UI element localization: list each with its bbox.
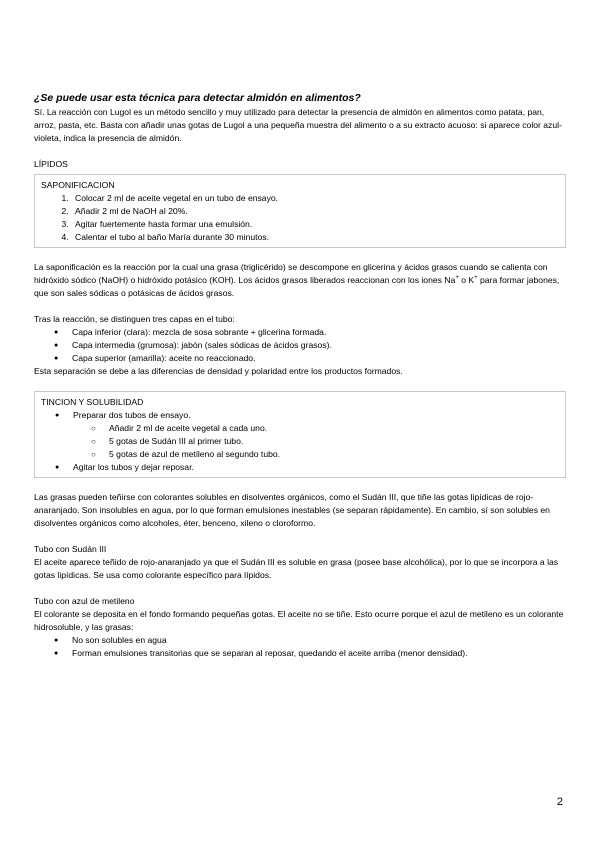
sudan-subtitle: Tubo con Sudán III xyxy=(34,544,107,554)
superscript: + xyxy=(455,275,459,282)
grasas-paragraph: Las grasas pueden teñirse con colorantes solubles en disolventes orgánicos, como el Sudán III, que tiñe las gotas lipídicas de rojo-anaranjado. Son insolubles en agua, por lo que forman emulsiones inestables (se separan rápidamente). En cambio, sí son solubles en disolventes orgánicos como alcoholes, éter, benceno, xileno o cloroformo. xyxy=(34,492,550,528)
capas-intro: Tras la reacción, se distinguen tres capas en el tubo: xyxy=(34,314,235,324)
saponificacion-steps xyxy=(41,192,559,244)
question-heading: ¿Se puede usar esta técnica para detectar almidón en alimentos? xyxy=(34,92,361,104)
text-part: o K xyxy=(458,275,475,285)
step-item: 4. Calentar el tubo al baño María durante 30 minutos. xyxy=(71,231,559,244)
step-item: 2. Añadir 2 ml de NaOH al 20%. xyxy=(71,205,559,218)
question-answer: Sí. La reacción con Lugol es un método sencillo y muy utilizado para detectar la presencia de almidón en alimentos como patata, pan, arroz, pasta, etc. Basta con añadir unas gotas de Lugol a una pequeña muestra del alimento o a su extracto acuoso: si aparece color azul-violeta, indica la presencia de almidón. xyxy=(34,107,562,143)
azul-subtitle: Tubo con azul de metileno xyxy=(34,596,135,606)
superscript: + xyxy=(474,275,478,282)
list-item: ● Forman emulsiones transitorias que se separan al reposar, quedando el aceite arriba (menor densidad). xyxy=(72,647,566,660)
tincion-title: TINCION Y SOLUBILIDAD xyxy=(41,397,144,407)
document-page xyxy=(34,92,566,660)
tincion-box xyxy=(34,391,566,478)
page-number: 2 xyxy=(556,796,563,808)
sudan-paragraph: El aceite aparece teñido de rojo-anaranjado ya que el Sudán III es soluble en grasa (posee base alcohólica), por lo que se incorpora a las gotas lipídicas. Se usa como colorante específico para lípidos. xyxy=(34,557,559,580)
azul-list xyxy=(34,634,566,660)
list-item: ● Agitar los tubos y dejar reposar. xyxy=(73,461,559,474)
tincion-list xyxy=(41,409,559,474)
saponificacion-title: SAPONIFICACION xyxy=(41,180,115,190)
list-item: ● Capa inferior (clara): mezcla de sosa sobrante + glicerina formada. xyxy=(72,326,566,339)
text-part: La saponificación es la reacción por la cual una grasa (triglicérido) se descompone en glicerina y ácidos grasos cuando se calienta con hidróxido sódico (NaOH) o hidróxido potásico (KOH). Los ácidos grasos liberados reaccionan con los iones Na xyxy=(34,262,548,285)
sublist-item: ○ Añadir 2 ml de aceite vegetal a cada uno. xyxy=(109,422,559,435)
capas-outro: Esta separación se debe a las diferencias de densidad y polaridad entre los productos formados. xyxy=(34,366,403,376)
step-item: 3. Agitar fuertemente hasta formar una emulsión. xyxy=(71,218,559,231)
list-item: ● No son solubles en agua xyxy=(72,634,566,647)
saponificacion-box xyxy=(34,174,566,248)
list-item: ● Capa intermedia (grumosa): jabón (sales sódicas de ácidos grasos). xyxy=(72,339,566,352)
text-part: para formar jabones, que son sales sódicas o potásicas de ácidos grasos. xyxy=(34,275,560,298)
azul-paragraph: El colorante se deposita en el fondo formando pequeñas gotas. El aceite no se tiñe. Esto ocurre porque el azul de metileno es un colorante hidrosoluble, y las grasas: xyxy=(34,609,564,632)
section-title-lipidos: LÍPIDOS xyxy=(34,159,68,169)
tincion-sublist xyxy=(73,422,559,461)
sublist-item: ○ 5 gotas de azul de metileno al segundo tubo. xyxy=(109,448,559,461)
capas-list xyxy=(34,326,566,365)
saponificacion-explanation xyxy=(34,261,566,300)
list-item xyxy=(73,409,559,461)
sublist-item: ○ 5 gotas de Sudán III al primer tubo. xyxy=(109,435,559,448)
step-item: 1. Colocar 2 ml de aceite vegetal en un tubo de ensayo. xyxy=(71,192,559,205)
list-item: ● Capa superior (amarilla): aceite no reaccionado. xyxy=(72,352,566,365)
list-item-text: Preparar dos tubos de ensayo. xyxy=(73,410,191,420)
